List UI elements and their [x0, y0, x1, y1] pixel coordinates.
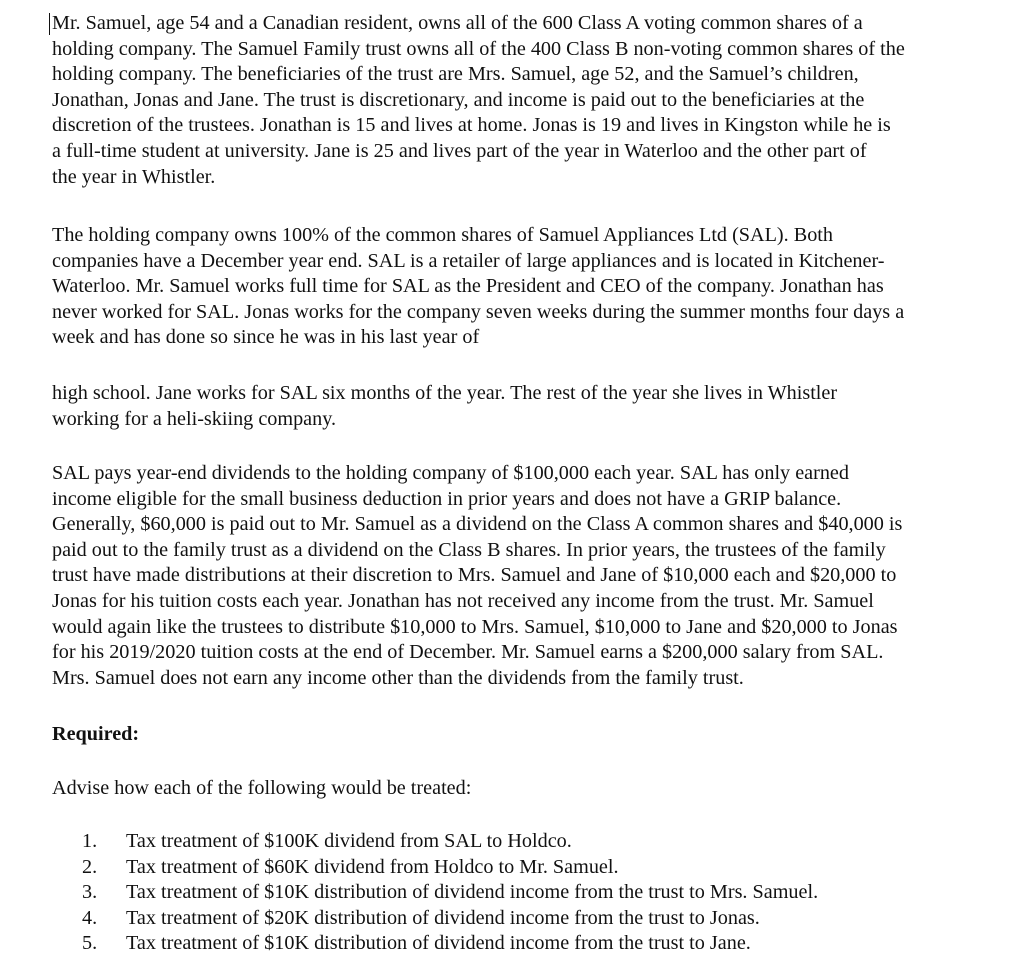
- text-line: week and has done so since he was in his last year of: [52, 326, 480, 349]
- list-item-number: 3.: [82, 881, 98, 904]
- text-line: high school. Jane works for SAL six months of the year. The rest of the year she lives in Whistler: [52, 382, 838, 404]
- text-line: the year in Whistler.: [52, 165, 216, 188]
- questions-list: [82, 829, 818, 957]
- required-heading: Required:: [52, 723, 140, 745]
- text-line: Mrs. Samuel does not earn any income other than the dividends from the family trust.: [52, 666, 744, 689]
- text-line: trust have made distributions at their discretion to Mrs. Samuel and Jane of $10,000 each and $20,000 to: [52, 564, 897, 587]
- text-line: discretion of the trustees. Jonathan is 15 and lives at home. Jonas is 19 and lives in Kingston while he is: [52, 114, 891, 137]
- paragraph-dividends: [52, 461, 902, 691]
- text-line: would again like the trustees to distribute $10,000 to Mrs. Samuel, $10,000 to Jane and $20,000 to Jonas: [52, 615, 898, 638]
- list-item: [82, 829, 818, 855]
- text-line: Waterloo. Mr. Samuel works full time for SAL as the President and CEO of the company. Jonathan has: [52, 275, 884, 298]
- text-line: Mr. Samuel, age 54 and a Canadian resident, owns all of the 600 Class A voting common shares of a: [52, 12, 863, 34]
- list-item-text: Tax treatment of $20K distribution of dividend income from the trust to Jonas.: [126, 906, 760, 929]
- list-item: [82, 906, 818, 932]
- text-line: never worked for SAL. Jonas works for the company seven weeks during the summer months four days a: [52, 300, 905, 323]
- list-item-text: Tax treatment of $10K distribution of dividend income from the trust to Jane.: [126, 932, 751, 955]
- text-line: working for a heli-skiing company.: [52, 407, 337, 430]
- text-line: SAL pays year-end dividends to the holding company of $100,000 each year. SAL has only earned: [52, 462, 849, 484]
- text-line: Jonathan, Jonas and Jane. The trust is discretionary, and income is paid out to the beneficiaries at the: [52, 88, 865, 111]
- text-line: The holding company owns 100% of the common shares of Samuel Appliances Ltd (SAL). Both: [52, 224, 834, 246]
- paragraph-employment: [52, 381, 837, 432]
- list-item-number: 5.: [82, 932, 98, 955]
- advise-instruction: Advise how each of the following would be treated:: [52, 777, 472, 799]
- text-line: holding company. The beneficiaries of the trust are Mrs. Samuel, age 52, and the Samuel’s children,: [52, 63, 859, 86]
- text-line: Generally, $60,000 is paid out to Mr. Samuel as a dividend on the Class A common shares and $40,000 is: [52, 513, 903, 536]
- text-line: income eligible for the small business deduction in prior years and does not have a GRIP balance.: [52, 487, 842, 510]
- text-line: holding company. The Samuel Family trust owns all of the 400 Class B non-voting common shares of the: [52, 37, 905, 60]
- list-item-number: 2.: [82, 855, 98, 878]
- list-item-text: Tax treatment of $60K dividend from Holdco to Mr. Samuel.: [126, 855, 619, 878]
- paragraph-company-structure: [52, 223, 904, 351]
- list-item-number: 4.: [82, 906, 98, 929]
- paragraph-family-structure: [52, 11, 905, 190]
- list-item: [82, 855, 818, 881]
- list-item-number: 1.: [82, 830, 98, 852]
- text-line: Jonas for his tuition costs each year. Jonathan has not received any income from the trust. Mr. Samuel: [52, 589, 874, 612]
- list-item: [82, 880, 818, 906]
- text-cursor: [49, 13, 50, 35]
- list-item-text: Tax treatment of $10K distribution of dividend income from the trust to Mrs. Samuel.: [126, 881, 819, 904]
- text-line: paid out to the family trust as a dividend on the Class B shares. In prior years, the trustees of the family: [52, 538, 886, 561]
- text-line: companies have a December year end. SAL is a retailer of large appliances and is located in Kitchener-: [52, 249, 885, 272]
- list-item: [82, 931, 818, 957]
- text-line: for his 2019/2020 tuition costs at the end of December. Mr. Samuel earns a $200,000 salary from SAL.: [52, 641, 884, 664]
- list-item-text: Tax treatment of $100K dividend from SAL to Holdco.: [126, 830, 572, 852]
- text-line: a full-time student at university. Jane is 25 and lives part of the year in Waterloo and the other part of: [52, 139, 867, 162]
